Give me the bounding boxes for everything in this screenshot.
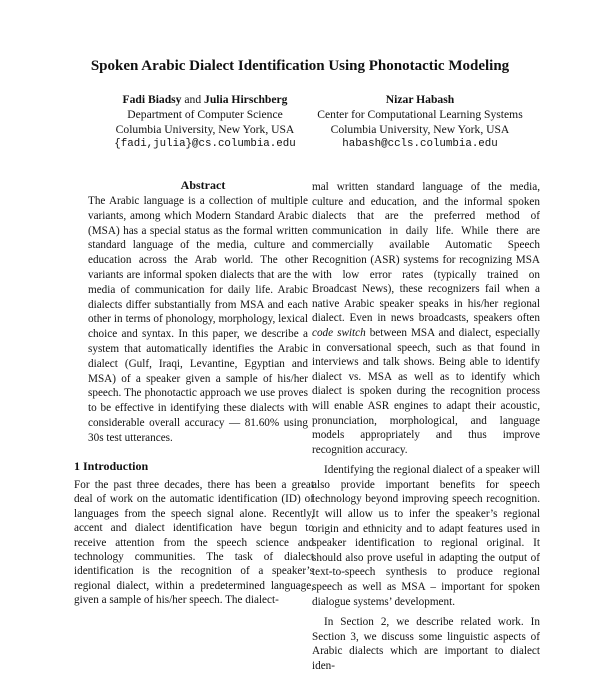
right-paragraph-1 bbox=[312, 180, 540, 457]
abstract-text: The Arabic language is a collection of multiple variants, among which Modern Standard Arabic (MSA) has a special status as the formal written standard language of the media, culture and education across the Arab world. The other variants are informal spoken dialects that are the media of communication for daily life. Arabic dialects differ substantially from MSA and each other in terms of phonology, morphology, lexical choice and syntax. In this paper, we describe a system that automatically identifies the Arabic dialect (Gulf, Iraqi, Levantine, Egyptian and MSA) of a speaker given a sample of his/her speech. The phonotactic approach we use proves to be effective in identifying these dialects with considerable overall accuracy — 81.60% using 30s test utterances. bbox=[88, 195, 308, 444]
author-department-right: Center for Computational Learning Systems bbox=[317, 108, 523, 121]
introduction-heading: 1 Introduction bbox=[74, 459, 149, 473]
paper-title: Spoken Arabic Dialect Identification Using Phonotactic Modeling bbox=[90, 58, 510, 74]
author-name-2: Julia Hirschberg bbox=[204, 93, 288, 106]
code-switch-term: code switch bbox=[312, 326, 366, 339]
author-conjunction: and bbox=[184, 93, 202, 106]
abstract-heading: Abstract bbox=[180, 178, 226, 192]
author-names-left bbox=[80, 92, 330, 107]
author-email-left: {fadi,julia}@cs.columbia.edu bbox=[114, 138, 296, 150]
author-names-right bbox=[300, 92, 540, 107]
right-p1-after: between MSA and dialect, especially in conversational speech, such as that found in interviews and talk shows. Being able to identify dialect vs. MSA as well as to identify which dialect is spoken during the recognition process will enable ASR engines to adapt their acoustic, pronunciation, morphological, and language models appropriately and thus improve recognition accuracy. bbox=[312, 326, 540, 456]
author-university-right: Columbia University, New York, USA bbox=[330, 123, 510, 136]
right-p1-before: mal written standard language of the media, culture and education, and the informal spoken dialects that are the preferred method of communication in daily life. While there are commercially available Automatic Speech Recognition (ASR) systems for recognizing MSA with low error rates (typically trained on Broadcast News), these recognizers fail when a native Arabic speaker speaks in his/her regional dialect. Even in news broadcasts, speakers often bbox=[312, 181, 540, 325]
author-email-right: habash@ccls.columbia.edu bbox=[342, 138, 498, 150]
introduction-text: For the past three decades, there has been a great deal of work on the automatic identification (ID) of languages from the speech signal alone. Recently, accent and dialect identification have begun to receive attention from the speech science and technology communities. The task of dialect identification is the recognition of a speaker’s regional dialect, within a predetermined language, given a sample of his/her speech. The dialect- bbox=[74, 479, 314, 607]
author-department-left: Department of Computer Science bbox=[127, 108, 283, 121]
author-block-right bbox=[300, 92, 540, 152]
author-university-left: Columbia University, New York, USA bbox=[115, 123, 295, 136]
author-block-left bbox=[80, 92, 330, 152]
author-name-1: Fadi Biadsy bbox=[122, 93, 182, 106]
right-paragraph-2: Identifying the regional dialect of a speaker will also provide important benefits for speech technology beyond improving speech recognition. It will allow us to infer the speaker’s regional origin and ethnicity and to adapt features used in speaker identification to regional original. It should also prove useful in adapting the output of text-to-speech synthesis to produce regional speech as well as MSA – important for spoken dialogue systems’ development. bbox=[312, 464, 540, 608]
right-paragraph-3: In Section 2, we describe related work. In Section 3, we discuss some linguistic aspects of Arabic dialects which are important to dialect iden- bbox=[312, 616, 540, 672]
author-name-3: Nizar Habash bbox=[385, 93, 455, 106]
